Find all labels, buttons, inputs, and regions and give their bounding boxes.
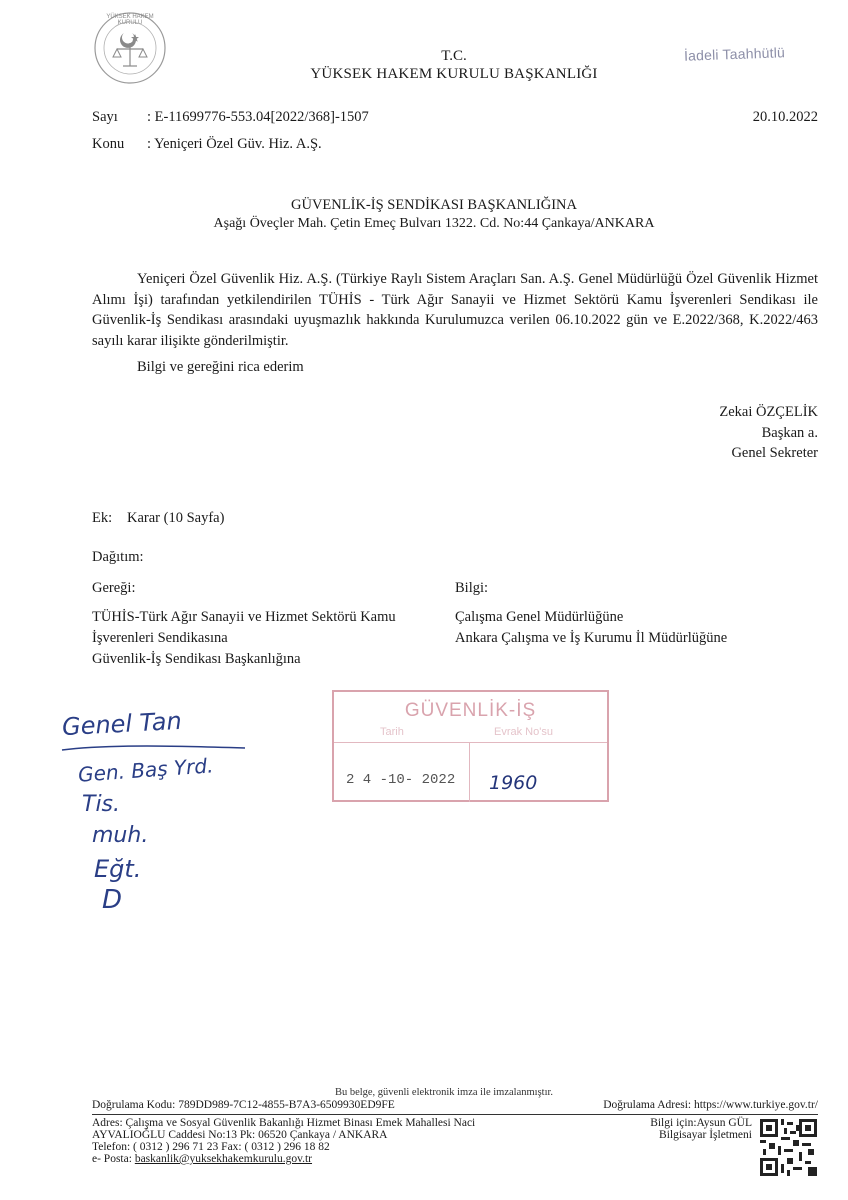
- contact-info: [600, 1117, 752, 1141]
- konu-label: Konu: [92, 136, 125, 152]
- receipt-stamp-number-label: Evrak No'su: [494, 726, 553, 738]
- signatory-name: Zekai ÖZÇELİK: [719, 404, 818, 420]
- body-paragraph: Yeniçeri Özel Güvenlik Hiz. A.Ş. (Türkiye Raylı Sistem Araçları San. A.Ş. Genel Müdürlüğü Özel Güvenlik Hizmet Alımı İşi) tarafından yetkilendirilen TÜHİS - Türk Ağır Sanayii ve Hizmet Sektörü Kamu İşverenleri Sendikası ile Güvenlik-İş Sendikası arasındaki uyuşmazlık hakkında Kurulumuzca verilen 06.10.2022 gün ve E.2022/368, K.2022/463 sayılı karar ilişikte gönderilmiştir.: [92, 271, 818, 349]
- info-item: Ankara Çalışma ve İş Kurumu İl Müdürlüğüne: [455, 630, 728, 646]
- action-heading: Gereği:: [92, 580, 136, 596]
- email-link[interactable]: baskanlik@yuksekhakemkurulu.gov.tr: [134, 1153, 313, 1165]
- handwriting-underline: [60, 742, 250, 754]
- header-tc: T.C.: [441, 48, 467, 64]
- address-line: Adres: Çalışma ve Sosyal Güvenlik Bakanlığı Hizmet Binası Emek Mahallesi Naci: [92, 1117, 476, 1129]
- distribution-title: Dağıtım:: [92, 549, 144, 565]
- attachment-value: Karar (10 Sayfa): [127, 510, 225, 526]
- receipt-stamp-date-label: Tarih: [380, 726, 404, 738]
- qr-code-icon: [760, 1119, 817, 1176]
- receipt-number: 1960: [489, 772, 538, 794]
- body-closing: Bilgi ve gereğini rica ederim: [137, 359, 304, 375]
- header-org: YÜKSEK HAKEM KURULU BAŞKANLIĞI: [310, 66, 598, 82]
- sayi-label: Sayı: [92, 109, 118, 125]
- signatory-title-2: Genel Sekreter: [731, 445, 818, 461]
- handwritten-note-4: muh.: [92, 823, 149, 848]
- receipt-stamp-title: GÜVENLİK-İŞ: [404, 700, 537, 721]
- handwritten-note-3: Tis.: [82, 792, 121, 817]
- addressee-title: GÜVENLİK-İŞ SENDİKASI BAŞKANLIĞINA: [291, 197, 577, 213]
- registered-mail-stamp: İadeli Taahhütlü: [683, 44, 786, 64]
- seal-text: YÜKSEK HAKEM KURULU: [106, 14, 154, 26]
- sayi-row: [92, 109, 369, 126]
- contact-person: Bilgi için:Aysun GÜL: [650, 1117, 752, 1129]
- attachment-label: Ek:: [92, 510, 113, 526]
- verification-code: Doğrulama Kodu: 789DD989-7C12-4855-B7A3-6509930ED9FE: [92, 1099, 395, 1111]
- address-line: AYVALIOĞLU Caddesi No:13 Pk: 06520 Çankaya / ANKARA: [92, 1129, 388, 1141]
- verification-address[interactable]: Doğrulama Adresi: https://www.turkiye.gov.tr/: [603, 1099, 818, 1111]
- contact-title: Bilgisayar İşletmeni: [659, 1129, 752, 1141]
- konu-value: : Yeniçeri Özel Güv. Hiz. A.Ş.: [147, 136, 322, 152]
- footer-divider: [92, 1114, 818, 1115]
- phone-fax: Telefon: ( 0312 ) 296 71 23 Fax: ( 0312 ) 296 18 82: [92, 1141, 330, 1153]
- handwritten-note-1: Genel Tan: [61, 706, 183, 742]
- attachment: [92, 510, 224, 527]
- handwritten-note-6: D: [102, 885, 123, 915]
- action-item: İşverenleri Sendikasına: [92, 630, 228, 646]
- email-label: e- Posta:: [92, 1153, 135, 1165]
- konu-row: [92, 136, 322, 153]
- info-item: Çalışma Genel Müdürlüğüne: [455, 609, 624, 625]
- sayi-value: : E-11699776-553.04[2022/368]-1507: [147, 109, 369, 125]
- receipt-date: 2 4 -10- 2022: [346, 772, 456, 788]
- addressee-address: Aşağı Öveçler Mah. Çetin Emeç Bulvarı 1322. Cd. No:44 Çankaya/ANKARA: [213, 216, 655, 231]
- distribution-action-column: [92, 578, 452, 670]
- footer-address: [92, 1117, 552, 1165]
- handwritten-note-2: Gen. Baş Yrd.: [77, 753, 215, 787]
- handwritten-note-5: Eğt.: [94, 855, 142, 883]
- signatory-title-1: Başkan a.: [761, 424, 818, 441]
- distribution-info-column: [455, 578, 835, 649]
- action-item: TÜHİS-Türk Ağır Sanayii ve Hizmet Sektörü Kamu: [92, 609, 396, 625]
- esign-note: Bu belge, güvenli elektronik imza ile imzalanmıştır.: [334, 1087, 554, 1098]
- document-date: 20.10.2022: [752, 109, 818, 125]
- receipt-stamp: [332, 690, 609, 802]
- info-heading: Bilgi:: [455, 580, 489, 596]
- email-row: [92, 1153, 552, 1165]
- stamp-divider: [469, 742, 470, 802]
- signature-block: [719, 402, 818, 464]
- action-item: Güvenlik-İş Sendikası Başkanlığına: [92, 651, 301, 667]
- stamp-divider: [334, 742, 607, 743]
